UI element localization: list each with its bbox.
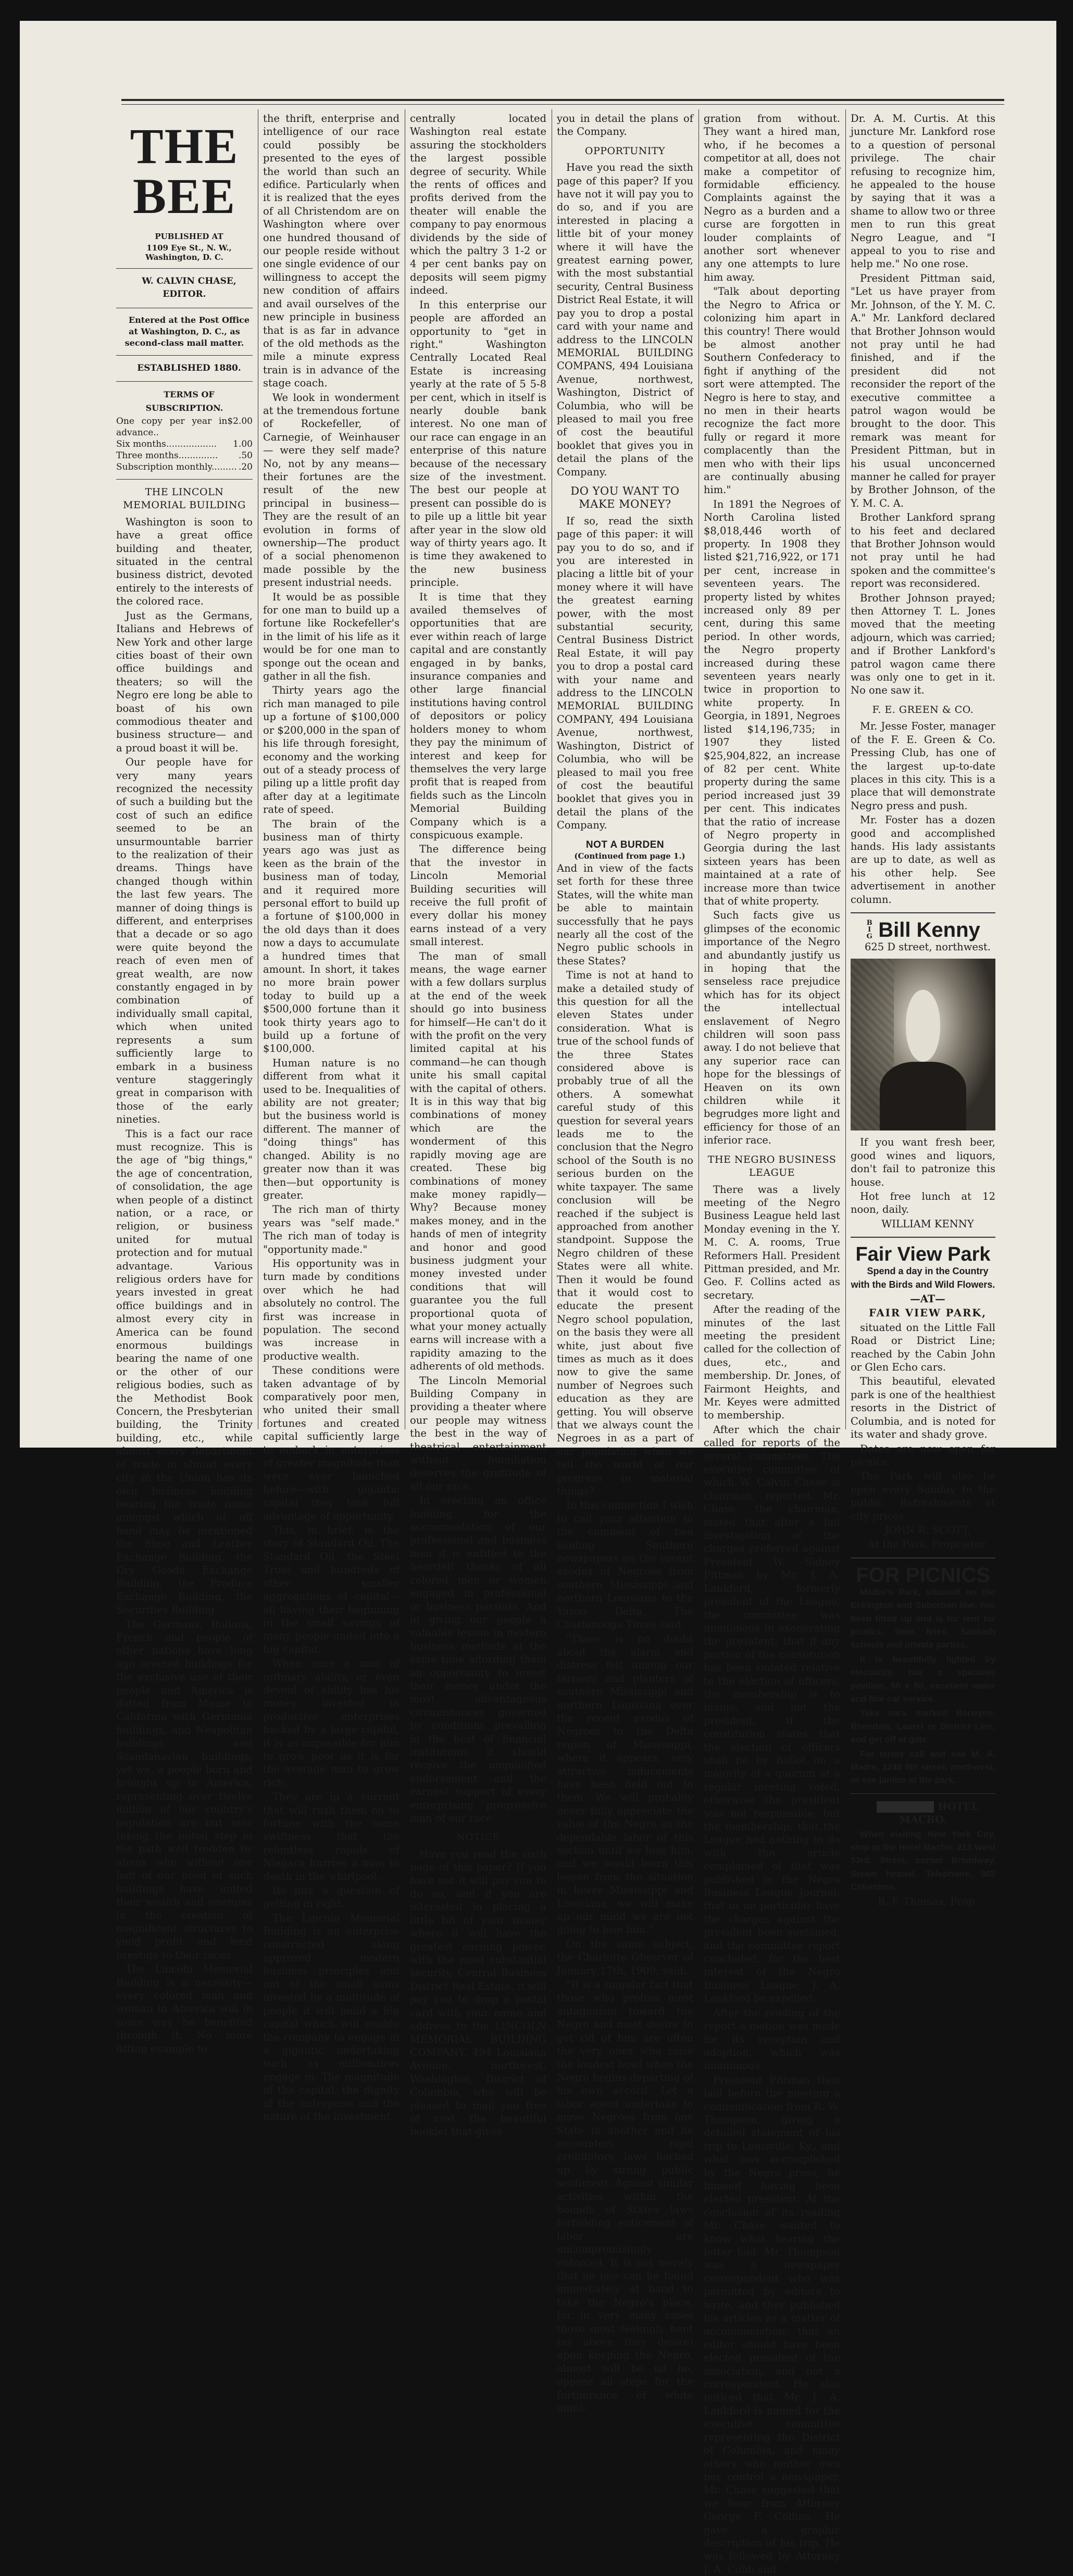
- picnics-title: FOR PICNICS: [856, 1563, 990, 1587]
- column-rule: [845, 109, 846, 1429]
- article-paragraph: After the reading of the minutes of the last meeting the president called for the collection of dues, etc., and membership. Dr. Jones, of Fairmont Heights, and Mr. Keyes were admitted to membership.: [704, 1303, 840, 1422]
- picnics-text: For terms call and see M. A. Madre, 1248 9th street, northwest, or see janitor at the park.: [851, 1749, 995, 1786]
- article-paragraph: It would be as possible for one man to build up a fortune like Rockefeller's in the limit of his life as it would be for one man to sponge out the ocean and gather in all the fish.: [263, 590, 400, 683]
- kenny-big: BIG: [866, 919, 872, 941]
- entered-note: Entered at the Post Office at Washington, D. C., as second-class mail matter.: [124, 315, 250, 348]
- kenny-address: 625 D street, northwest.: [864, 940, 991, 953]
- fairview-title: Fair View Park: [855, 1243, 991, 1266]
- article-paragraph: Our people have for very many years recognized the necessity of such a building but the cost of such an edifice seemed to be an unsurmountable barrier to the realization of their dreams. Things have changed though within the last few years. The manner of doing things is different, and enterprises that a decade or so ago were quite beyond the reach of even men of great wealth, are now constantly engaged in by combination of individually small capital, which when united represents a sum sufficiently large to embark in a business venture staggeringly great in comparison with those of the early nineties.: [116, 756, 253, 1126]
- article-paragraph: "It is a singular fact that those who profess most antagonism toward the Negro and most desire to get rid of him are often the very ones who raise the loudest howl when the Negro begins departing of his own accord. Let a labor agent undertake to move Negroes from one State to another and he encounters rigid prohibitory laws backed up by strong public sentiment. Against similar activities within the bounds of States laws forbidding enticement of labor are uncompromisingly enforced. It is not merely that no one can be found immediately at hand to take the Negro's place, for in very many cases those most feelingly bent (as above they desire) upon keeping the Negro, almost will be nil he, oppose all steps for the furtherance of white immi-: [557, 1979, 693, 2415]
- kenny-signature: WILLIAM KENNY: [881, 1217, 974, 1230]
- fairview-text: Dates are now open for picnics.: [851, 1442, 995, 1468]
- article-paragraph: Washington is soon to have a great office building and theater, situated in the central business district, devoted entirely to the interests of the colored race.: [116, 516, 253, 608]
- article-paragraph: President Pittman then laid before the meeting a communication from R. W. Thompson, giving a detailed statement of his trip to Louisville, Ky., and what was accomplished by the Negro press, he himself having been elected president. At the conclusion of its reading Mr. Chase wanted to know what bearing the letter had. Mr. Thompson was a newspaper correspondent who was permitted by editors to write, and they published his articles as a matter of accommodation; that an editor should have been elected president of the association, and not a correspondent. He also noticed that Mr. J. A. Lankford is named for the executive committee representing the District of Columbia, and many others who neither own nor control a newspaper. Mr. Chase suggested that we hear from Attorney George F. Collins. He gave a graphic description of his trip. He was followed by Attorney J. A. Cobb and: [704, 2074, 840, 2575]
- fairview-signature: At the Park. Proprietor.: [867, 1538, 988, 1551]
- kenny-name: Bill Kenny: [878, 918, 980, 941]
- article-paragraph: Thirty years ago the rich man managed to pile up a fortune of $100,000 or $200,000 in the span of his life through foresight, economy and the working out of a steady process of piling up a little profit day after day at a legitimate rate of speed.: [263, 684, 400, 816]
- fairview-name: FAIR VIEW PARK,: [868, 1307, 987, 1320]
- article-paragraph: Mr. Jesse Foster, manager of the F. E. Green & Co. Pressing Club, has one of the largest up-to-date places in this city. This is a place that will demonstrate Negro press and push.: [851, 720, 995, 812]
- kenny-advert: [851, 920, 995, 1230]
- article-paragraph: These conditions were taken advantage of by comparatively poor men, who united their small fortunes and created capital sufficiently large to embark in enterprises of greater magnitude than were ever launched before—with gigantic capital they took full advantage of opportunity.: [263, 1364, 400, 1522]
- article-paragraph: The Lincoln Memorial Building Company in providing a theater where our people may witness the best in the way of theatrical entertainment without humiliation deserves the gratitude of all our race.: [410, 1374, 546, 1492]
- column-5: [704, 112, 840, 2575]
- article-paragraph: In erecting an office building for the accommodation of our professional and business men it is entitled to the heartfelt thanks of all colored men or women engaged in professional or business pursuits. And in giving our people a valuable lesson in modern business methods at the same time affording them an opportunity to invest their money under the most advantageous circumstances governed by conditions prevailing in the best of financial institutions it should receive the unqualified endorsement and the earnest support of every enterprising progressive man of our race.: [410, 1494, 546, 1824]
- article-paragraph: On the same subject, the Charlotte Observer of January 17th, 1909, said:: [557, 1938, 693, 1977]
- newspaper-page: [20, 21, 1056, 2575]
- article-paragraph: This, in brief, is the story of Standard Oil. The Standard Oil, the Steel Trust and hundreds of other smaller aggregations of capital—all having their beginning in the small savings of many people united into a big capital.: [263, 1524, 400, 1655]
- article-paragraph: Its juts a question of getting in right.: [263, 1884, 400, 1910]
- macbo-signature: B. F. Thomas, Prop.: [877, 1895, 978, 1907]
- terms-row: Subscription monthly......... .20: [116, 462, 253, 473]
- article-paragraph: "There is no doubt about the alarm and distress felt among our farmers and planters of southern Mississippi and northern Louisiana over the recent exodus of Negroes to the Delta region of Mississippi, where it appears, very attractive inducements have been held out to them. We will probably never fully appreciate the value of the Negro as the dependable labor of this section until we lose him, and we would learn this lesson from the situation in lower Mississippi and Louisiana, we will make up our mind we are not going to lose him.": [557, 1632, 693, 1936]
- article-paragraph: Dr. A. M. Curtis. At this juncture Mr. Lankford rose to a question of personal privilege. The chair refusing to recognize him, he appealed to the house by saying that it was a shame to allow two or three men to run this great Negro League, and "I appeal to you to rise and help me." No one rose.: [851, 112, 995, 270]
- published-at: PUBLISHED AT: [155, 232, 223, 241]
- opportunity-heading: OPPORTUNITY: [584, 145, 666, 157]
- article-paragraph: The Lincoln Memorial Building is an enterprise constructed along approved modern business principles and out of the small sums invested by a multitude of people it will build a big capital which will enable the company to engage in a gigantic undertaking such as millionaires engage in. The magnitude of the capital, the dignity of the enterprise and the nature of the investment,: [263, 1912, 400, 2122]
- article-paragraph: centrally located Washington real estate assuring the stockholders the largest possible degree of security. While the rents of offices and profits derived from the theater will enable the company to pay enormous dividends by the side of which the paltry 3 1-2 or 4 per cent banks pay on deposits will seem pigmy indeed.: [410, 112, 546, 297]
- article-paragraph: When once a man of ordinary ability, or even devoid of ability has his money invested in productive enterprises backed by a large capital, it is as impossible for him to grow poor as it is for the average man to grow rich.: [263, 1657, 400, 1789]
- article-paragraph: His opportunity was in turn made by conditions over which he had absolutely no control. The first was increase in population. The second was increase in productive wealth.: [263, 1257, 400, 1362]
- fairview-tag: Spend a day in the Country with the Birds and Wild Flowers.: [851, 1266, 995, 1290]
- fairview-text: The Park will also be open every Sunday to the public. Refreshments at city prices.: [851, 1470, 995, 1522]
- article-paragraph: After which the chair called for reports of the several committees. The executive committee, of which W. Calvin Chase is chairman, reported. Mr. Chase, the chairman, stated that after a full investigation of the charges preferred against President W. Sidney Pittman by Mr. J. A. Lankford, formerly president of the League, the committee was unanimous in exonerating the president; that if any portion of the constitution has been violated relative to the election of officers, the membership is to blame, and not the president, if the constitution states that the election of officers shall be by ballot on a majority of a quorum at a regular meeting voted, otherwise the president was not responsible, but the membership; that the League had nothing to do with the article complained of that was published in the Negro Business League Journal; that in no particular have the charges against the president been sustained, and the committee report concluded, for the best interest of the Negro Business League, J. A. Lankford be expelled.: [704, 1423, 840, 2005]
- top-rule: [121, 99, 1004, 101]
- notice-heading: NOTICE: [456, 1831, 500, 1843]
- make-money-text: If so, read the sixth page of this paper: it will pay you to do so, and if you are interested in placing a little bit of your money where it will have the greatest earning power, with the most substantial security, Central Business District Real Estate, it will pay you to drop a postal card with your name and address to the LINCOLN MEMORIAL BUILDING COMPANY, 494 Louisiana Avenue, northwest, Washington, District of Columbia, who will be pleased to mail you free of cost the beautiful booklet that gives you in detail the plans of the Company.: [557, 514, 693, 832]
- terms-row: Six months.................. 1.00: [116, 439, 253, 450]
- picnics-text: Madre's Park, situated on the Eckington and Suburban line, has been fitted up and is for rent for picnics, lawn fetes, Sabbath schools and private parties.: [851, 1587, 995, 1650]
- picnics-text: It is beautifully lighted by electricity, has a spacious pavilion, 50 x 50, excellent water and fine car service.: [851, 1654, 995, 1704]
- burden-subheading: (Continued from page 1.): [574, 851, 685, 861]
- column-1: [116, 112, 253, 2055]
- league-heading: THE NEGRO BUSINESS LEAGUE: [707, 1153, 837, 1179]
- article-paragraph: The man of small means, the wage earner with a few dollars surplus at the end of the week should go into business for himself—He can't do it with the profit on the very limited capital at his command—he can though unite his small capital with the capital of others. It is in this way that big combinations of money which are the wonderment of this rapidly moving age are created. These big combinations of money make money rapidly—Why? Because money makes money, and in the hands of men of integrity and honor and good business judgment your money invested under conditions that will guarantee you the full proportional quota of what your money actually earns will increase with a rapidity amazing to the adherents of old methods.: [410, 950, 546, 1373]
- kenny-text: If you want fresh beer, good wines and liquors, don't fail to patronize this house.: [851, 1136, 995, 1188]
- fairview-text: situated on the Little Fall Road or District Line; reached by the Cabin John or Glen Echo cars.: [851, 1321, 995, 1374]
- article-paragraph: you in detail the plans of the Company.: [557, 112, 693, 138]
- article-paragraph: We look in wonderment at the tremendous fortune of Rockefeller, of Carnegie, of Weinhauser— were they self made? No, not by any means—their fortunes are the result of the new principal in business—They are the result of an evolution in forms of ownership—The product of a social phenomenon made possible by the present industrial needs.: [263, 391, 400, 589]
- stamp-icon: [877, 1801, 934, 1813]
- article-paragraph: The brain of the business man of thirty years ago was just as keen as the brain of the business man of today, and it required more personal effort to build up a fortune of $100,000 in the old days than it does now a days to accumulate a hundred times that amount. In short, it takes no more brain power today to build up a $500,000 fortune than it took thirty years ago to build up a fortune of $100,000.: [263, 818, 400, 1055]
- masthead-title: THE BEE: [130, 118, 239, 224]
- fairview-at: —AT—: [910, 1293, 945, 1305]
- article-paragraph: This is a fact our race must recognize. This is the age of "big things," the age of concentration, of consolidation, the age when people of a distinct nation, or a race, or religion, or business united for mutual protection and for mutual advantage. Various religious orders have for years invested in great office buildings and in almost every city in America can be found enormous buildings bearing the name of one or the other of our religious bodies, such as the Methodist Book Concern, the Presbyterian building, the Trinity building, etc., while almost every department of trade in almost every city in the Union has its own business building bearing the trade name amongst which at off hand may be mentioned the Shoe and Leather Exchange Building, the Dry Goods Exchange Building, the Produce Exchange Building, the Securities Building.: [116, 1127, 253, 1616]
- green-heading: F. E. GREEN & CO.: [872, 703, 974, 715]
- article-paragraph: And in view of the facts set forth for these three States, will the white man be able to maintain successfully that he pays nearly all the cost of the Negro public schools in these States?: [557, 862, 693, 967]
- article-paragraph: Such facts give us glimpses of the economic importance of the Negro and abundantly justify us in hoping that the senseless race prejudice which has for its object the intellectual enslavement of Negro children will soon pass away. I do not believe that any superior race can hope for the blessings of Heaven on its own children while it begrudges more light and efficiency for those of an inferior race.: [704, 909, 840, 1147]
- article-paragraph: In this connection I wish to call your attention to the comment of two leading Southern newspapers on the recent exodus of Negroes from southern Mississippi and northern Louisiana to the Yazoo Delta. The Chattanooga Times said:: [557, 1499, 693, 1631]
- article-paragraph: In this enterprise our people are afforded an opportunity to "get in right." Washington Centrally Located Real Estate is increasing yearly at the rate of 5 5-8 per cent, which in itself is nearly double bank interest. No one man of our race can engage in an enterprise of this nature because of the necessary size of the investment. The best our people at present can possible do is to pile up a little bit year after year in the slow old way of thirty years ago. It is time they awakened to the new business principle.: [410, 298, 546, 589]
- column-6: [851, 112, 995, 1907]
- article-paragraph: They are in a current that will rush them on to fortune with the same swiftness that the relentless rapids of Niagara hurries a man to death in the whirlpool.: [263, 1791, 400, 1882]
- article-paragraph: Brother Johnson prayed; then Attorney T. L. Jones moved that the meeting adjourn, which was carried; and if Brother Lankford's patrol wagon came there was only one to get in it. No one saw it.: [851, 592, 995, 697]
- macbo-title: HOTEL MACBO.: [851, 1800, 995, 1827]
- article-paragraph: Just as the Germans, Italians and Hebrews of New York and other large cities boast of their own office buildings and theaters; so will the Negro ere long be able to boast of his own commodious theater and business structure— and a proud boast it will be.: [116, 609, 253, 754]
- macbo-text: When visiting New York City, stop at the Hotel Macbo, 213 West 53rd. Street, corner Broadway. Steam heated. Telephone, 803 Columbus.: [851, 1829, 995, 1892]
- terms-row: Three months.............. .50: [116, 450, 253, 461]
- notice-text: Have you read the sixth page of this paper? If you have not it will pay you to do so, and if you are interested in placing a little bit of your money where it will have the greatest earning power, with the most substantial security, Central Business District Real Estate, it will pay you to drop a postal card with your name and address to the LINCOLN MEMORIAL BUILDING COMPANY, 494 Louisiana Avenue, northwest, Washington, District of Columbia, who will be pleased to mail you free of cost the beautiful booklet that gives: [410, 1848, 546, 2138]
- editor-line: W. CALVIN CHASE, EDITOR.: [142, 276, 236, 300]
- fairview-text: This beautiful, elevated park is one of the healthiest resorts in the District of Columbia, and is noted for its water and shady grove.: [851, 1375, 995, 1441]
- article-paragraph: In 1891 the Negroes of North Carolina listed $8,018,446 worth of property. In 1908 they listed $21,716,922, or 171 per cent, increase in seventeen years. The property listed by whites increased only 89 per cent, during this same period. In other words, the Negro property increased during these seventeen years nearly twice in proportion to white property. In Georgia, in 1891, Negroes listed $14,196,735; in 1907 they listed $25,904,822, an increase of 82 per cent. White property during the same period increased just 39 per cent. This indicates that the ratio of increase of Negro property in Georgia during the last sixteen years has been maintained at a rate of increase more than twice that of white property.: [704, 498, 840, 907]
- article-paragraph: President Pittman said, "Let us have prayer from Mr. Johnson, of the Y. M. C. A." Mr. Lankford declared that Brother Johnson would not pray until he had finished, and if the president did not reconsider the report of the executive committee a patrol wagon would be brought to the door. This remark was meant for President Pittman, but in his usual unconcerned manner he called for prayer by Brother Johnson, of the Y. M. C. A.: [851, 272, 995, 509]
- column-rule: [698, 109, 699, 1429]
- top-rule-thin: [121, 104, 1004, 105]
- make-money-heading: DO YOU WANT TO MAKE MONEY?: [570, 484, 680, 511]
- article-paragraph: the thrift, enterprise and intelligence of our race could possibly be presented to the eyes of the world than such an edifice. Particularly when it is realized that the eyes of all Christendom are on Washington where over one hundred thousand of our people reside without one single evidence of our willingness to accept the new condition of affairs and avail ourselves of the new principle in business that is as far in advance of the old methods as the mile a minute express train is in advance of the stage coach.: [263, 112, 400, 389]
- macbo-advert: [851, 1800, 995, 1908]
- kenny-portrait: [851, 959, 995, 1130]
- article-paragraph: There was a lively meeting of the Negro Business League held last Monday evening in the Y. M. C. A. rooms, True Reformers Hall. President Pittman presided, and Mr. Geo. F. Collins acted as secretary.: [704, 1183, 840, 1301]
- article-paragraph: The Lincoln Memorial Building is a necessity—every colored man and woman in America will in some way be benefited through it. No more fitting example to: [116, 1963, 253, 2055]
- article-paragraph: After the reading of the report a motion was made for its reception and adoption, which was unanimous.: [704, 2006, 840, 2072]
- established-line: ESTABLISHED 1880.: [137, 362, 241, 373]
- article-paragraph: "Talk about deporting the Negro to Africa or colonizing him apart in this country! There would be almost another Southern Confederacy to fight if anything of the sort were attempted. The Negro is here to stay, and no men in their hearts recognize the fact more fully or regard it more complacently than the men who with their lips are continually abusing him.": [704, 285, 840, 496]
- fairview-advert: [851, 1244, 995, 1551]
- article-paragraph: It is time that they availed themselves of opportunities that are ever within reach of large capital and are constantly engaged in by banks, insurance companies and other large financial institutions having control of depositors or policy holders money to whom they pay the minimum of interest and keep for themselves the very large profit that is reaped from fields such as the Lincoln Memorial Building Company which is a conspicuous example.: [410, 590, 546, 841]
- terms-list: [116, 416, 253, 473]
- picnics-advert: [851, 1565, 995, 1787]
- article-paragraph: The Germans, Italians, French and people of other nations have long ago erected buildings for the exclusive use of their people and America is dotted from Maine to California with Germania buildings, and Neapolitan buildings and Scandanavian buildings; yet we, a people born and brought up in America, representing over twelve million of our country's population are but now taking the initial step in the path well trodden by aliens who without one half of our need of such buildings have united their wealth and energies in the creation of magnificent structures to yield profit and lend prestige to their races.: [116, 1618, 253, 1961]
- article-paragraph: Brother Lankford sprang to his feet and declared that Brother Johnson would not pray until he had spoken and the committee's report was reconsidered.: [851, 511, 995, 590]
- article-paragraph: Time is not at hand to make a detailed study of this question for all the eleven States under consideration. What is true of the school funds of the three States considered above is probably true of all the others. A somewhat careful study of this question for several years leads me to the conclusion that the Negro school of the South is no serious burden on the white taxpayer. The same conclusion will be reached if the subject is approached from another standpoint. Suppose the Negro children of these States were all white. Then it would be found that it would cost to educate the present Negro school population, on the basis they were all white, just about five times as much as it does now to give the same number of Negroes such education as they are getting. You will observe that we always count the Negroes in as a part of our population when we tell the world of our progress in material things?: [557, 969, 693, 1498]
- column-4: [557, 112, 693, 2415]
- fairview-signature: JOHN R. SCOTT,: [884, 1524, 971, 1536]
- column-3: [410, 112, 546, 2138]
- article-paragraph: The difference being that the investor in Lincoln Memorial Building securities will receive the full profit of every dollar his money earns instead of a very small interest.: [410, 843, 546, 948]
- article-paragraph: gration from without. They want a hired man, who, if he becomes a competitor at all, does not make a competitor of formidable efficiency. Complaints against the Negro as a burden and a curse are forgotten in louder complaints of another sort whenever any one attempts to lure him away.: [704, 112, 840, 283]
- column-2: [263, 112, 400, 2122]
- burden-heading: NOT A BURDEN: [585, 839, 665, 850]
- opportunity-text: Have you read the sixth page of this paper? If you have not it will pay you to do so, and if you are interested in placing a little bit of your money where it will have the greatest earning power, with the most substantial security, Central Business District Real Estate, it will pay you to drop a postal card with your name and address to the LINCOLN MEMORIAL BUILDING COMPANS, 494 Louisiana Avenue, northwest, Washington, District of Columbia, who will be pleased to mail you free of cost the beautiful booklet that gives you in detail the plans of the Company.: [557, 161, 693, 478]
- article-heading: THE LINCOLN MEMORIAL BUILDING: [123, 486, 246, 511]
- article-paragraph: Mr. Foster has a dozen good and accomplished hands. His lady assistants are up to date, as well as his other help. See advertisement in another column.: [851, 814, 995, 906]
- picnics-text: Take cars marked Berwyne, Riverdale, Laurel or District Line, and get off at gate.: [851, 1708, 995, 1745]
- terms-title: TERMS OF SUBSCRIPTION.: [145, 389, 223, 413]
- kenny-text: Hot free lunch at 12 noon, daily.: [851, 1190, 995, 1216]
- masthead-address: 1109 Eye St., N. W., Washington, D. C.: [145, 243, 232, 262]
- article-paragraph: Human nature is no different from what it used to be. Inequalities of ability are not greater; but the business world is different. The manner of "doing things" has changed. Ability is no greater now than it was then—but opportunity is greater.: [263, 1057, 400, 1201]
- terms-row: One copy per year in advance.. $2.00: [116, 416, 253, 438]
- article-paragraph: The rich man of thirty years was "self made." The rich man of today is "opportunity made.": [263, 1203, 400, 1255]
